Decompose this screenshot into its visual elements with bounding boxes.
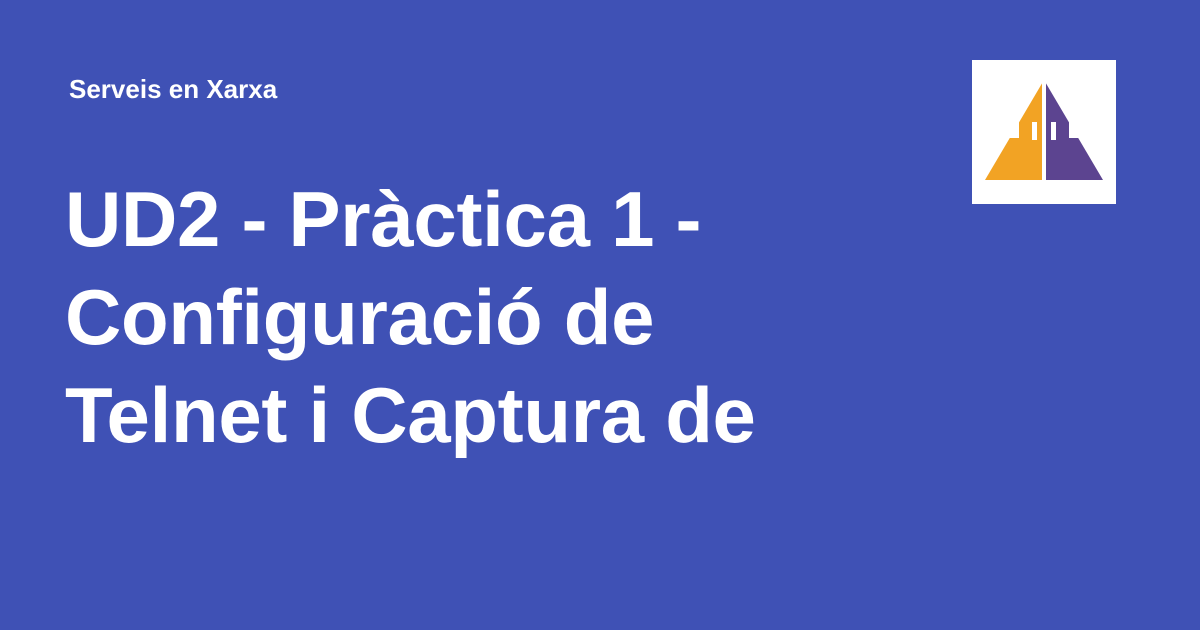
logo [972,60,1116,204]
title-line-2: Configuració de [65,273,655,361]
title-line-1: UD2 - Pràctica 1 - [65,175,702,263]
pyramid-logo-icon [972,60,1116,204]
title-line-3: Telnet i Captura de [65,371,756,459]
course-name: Serveis en Xarxa [69,74,278,104]
page-title [65,170,925,464]
